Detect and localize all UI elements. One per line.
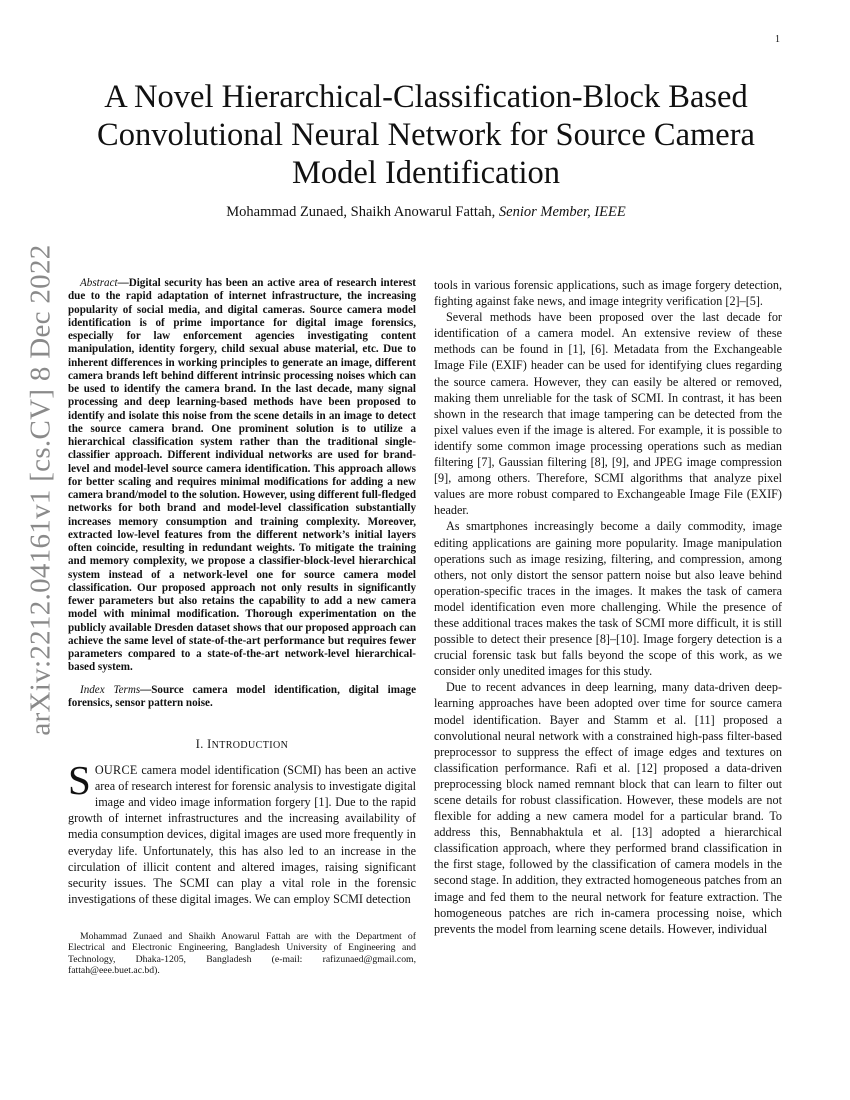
right-column <box>434 277 782 937</box>
author-names: Mohammad Zunaed, Shaikh Anowarul Fattah, <box>226 204 496 220</box>
section-heading-introduction <box>68 736 416 754</box>
index-terms-label: Index Terms <box>80 683 141 696</box>
paper-title: A Novel Hierarchical-Classification-Block Based Convolutional Neural Network for Source Camera Model Identification <box>97 79 755 191</box>
section-title-rest: NTRODUCTION <box>211 740 289 751</box>
body-paragraph: tools in various forensic applications, such as image forgery detection, fighting against fake news, and image integrity verification [2]–[5]. <box>434 278 782 309</box>
abstract <box>68 277 416 675</box>
section-title-first: I <box>207 737 212 751</box>
left-column <box>68 277 416 977</box>
abstract-label: Abstract <box>80 277 118 289</box>
abstract-text: —Digital security has been an active area of research interest due to the rapid adaptation of internet infrastructure, the increasing popularity of social media, and digital cameras. Source camera model identification is of prime importance for digital image forensics, especially for law enforcement agencies investigating content manipulation, identity forgery, child sexual abuse material, etc. Due to inherent differences in working principles to generate an image, different camera brands left behind different intrinsic processing noises which can be used to identify the camera brand. In the last decade, many signal processing and deep learning-based methods have been proposed to identify and isolate this noise from the scene details in an image to detect the source camera brand. One prominent solution is to utilize a hierarchical classification system rather than the traditional single-classifier approach. Different individual networks are used for brand-level and model-level source camera identification. This approach allows for better scaling and requires minimal modifications for adding a new camera brand/model to the solution. However, using different full-fledged networks for both brand and model-level classification substantially increases memory consumption and training complexity. Moreover, extracted low-level features from the different network’s initial layers often coincide, resulting in redundant weights. To mitigate the training and memory complexity, we propose a classifier-block-level hierarchical system instead of a network-level one for source camera model classification. Our proposed approach not only results in significantly fewer parameters but also retains the capability to add a new camera model with minimal modification. Thorough experimentation on the publicly available Dresden dataset shows that our proposed approach can achieve the same level of state-of-the-art performance but requires fewer parameters compared to a state-of-the-art network-level hierarchical-based system. <box>68 277 416 674</box>
page-number: 1 <box>775 34 780 45</box>
author-line <box>70 204 782 221</box>
intro-text: camera model identification (SCMI) has been an active area of research interest for forensic analysis to investigate digital image and video image information forgery [1]. Due to the rapid growth of internet infrastructures and the increasing availability of media consumption devices, digital images are used more frequently in everyday life. Unfortunately, this has also led to an increase in the circulation of illicit content and altered images, raising significant security issues. The SCMI can play a vital role in the forensic investigations of these digital images. We can employ SCMI detection <box>68 763 416 906</box>
arxiv-identifier[interactable]: arXiv:2212.04161v1 [cs.CV] 8 Dec 2022 <box>24 244 57 736</box>
author-membership: Senior Member, IEEE <box>498 204 626 220</box>
index-terms-text: —Source camera model identification, digital image forensics, sensor pattern noise. <box>68 683 416 709</box>
body-paragraph: Several methods have been proposed over the last decade for identification of a camera model. An extensive review of these methods can be found in [1], [6]. Metadata from the Exchangeable Image File (EXIF) header can be used for identifying clues regarding the source camera. However, they can easily be altered or removed, making them unreliable for the task of SCMI. In contrast, it has been shown in the research that image tampering can be detected from the pixel values even if the image is altered. For example, it is possible to identify some common image processing operations such as median filtering [7], Gaussian filtering [8], [9], and JPEG image compression [9], among others. Therefore, SCMI algorithms that analyze pixel values are more robust compared to Exchangeable Image File (EXIF) header. <box>434 310 782 518</box>
drop-cap: S <box>68 757 91 804</box>
intro-first-word: OURCE <box>94 763 138 778</box>
body-paragraph: As smartphones increasingly become a daily commodity, image editing applications are gaining more popularity. Image manipulation operations such as image resizing, filtering, and compression, among others, not only distort the sensor pattern noise but also leave behind operation-specific traces in the images. It makes the task of camera model identification even more challenging. While the presence of these additional traces makes the task of SCMI more difficult, it is still possible to detect their presence [8]–[10]. Image forgery detection is a crucial forensic task but falls beyond the scope of this work, as we consider only unedited images for this study. <box>434 519 782 679</box>
body-paragraph: Due to recent advances in deep learning, many data-driven deep-learning approaches have been adopted over time for source camera model identification. Bayer and Stamm et al. [11] proposed a convolutional neural network with a constrained high-pass filter-based preprocessor to suppress the effect of image edges and textures on classification performance. Rafi et al. [12] proposed a data-driven preprocessing block named remnant block that can learn to filter out scene details for robust classification. However, these models are not flexible for adding a new camera model for a particular brand. To address this, Bennabhaktula et al. [13] adopted a hierarchical classification approach, where they performed brand classification in the first stage, followed by the classification of camera models in the second stage. In addition, they extracted homogeneous patches from an image and fed them to the neural network for feature extraction. The homogeneous patches are rich in-camera processing noise, which prevents the model from learning scene details. However, individual <box>434 680 782 936</box>
author-footnote: Mohammad Zunaed and Shaikh Anowarul Fattah are with the Department of Electrical and Electronic Engineering, Bangladesh University of Engineering and Technology, Dhaka-1205, Bangladesh (e-mail: rafizunaed@gmail.com, fattah@eee.buet.ac.bd). <box>68 930 416 977</box>
section-number: I. <box>195 737 204 751</box>
introduction-paragraph <box>68 757 416 907</box>
index-terms <box>68 684 416 711</box>
